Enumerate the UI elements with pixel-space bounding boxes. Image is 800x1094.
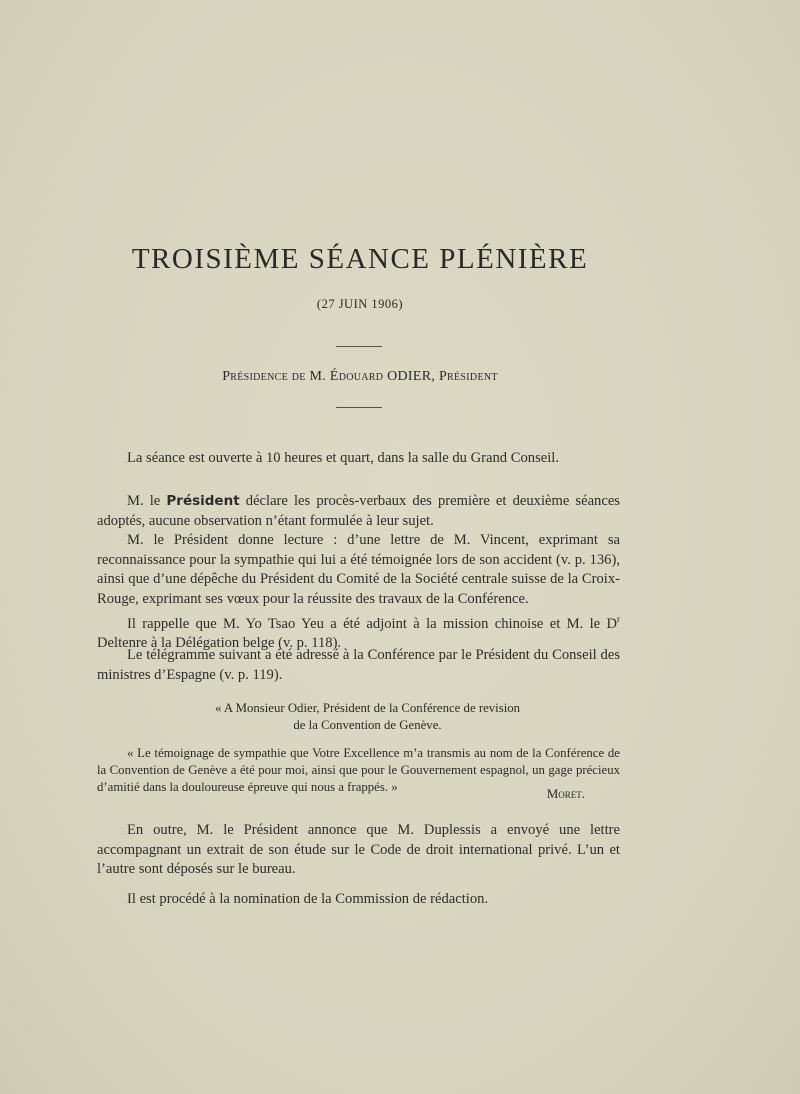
paragraph-minutes	[97, 492, 620, 531]
divider-bottom	[336, 407, 382, 408]
p3-prefix: Il rappelle que M. Yo Tsao Yeu a été adjoint à la mission chinoise et M. le D	[127, 615, 617, 632]
paragraph-block-1	[97, 492, 620, 654]
paragraph-block-2	[97, 646, 620, 685]
telegram-address-line2: de la Convention de Genève.	[293, 718, 442, 732]
opening-paragraph	[97, 449, 620, 469]
telegram-address	[97, 700, 620, 734]
paragraph-lecture: M. le Président donne lecture : d’une lettre de M. Vincent, exprimant sa reconnaissance pour la sympathie qui lui a été témoignée lors de son accident (v. p. 136), ainsi que d’une dépêche du Président du Comité de la Société centrale suisse de la Croix-Rouge, exprimant ses vœux pour la réussite des travaux de la Conférence.	[97, 532, 620, 607]
p1-prefix: M. le	[127, 493, 167, 509]
paragraph-duplessis: En outre, M. le Président annonce que M. Duplessis a envoyé une lettre accompagnant un extrait de son étude sur le Code de droit international privé. L’un et l’autre sont déposés sur le bureau.	[97, 822, 620, 878]
telegram-text: « Le témoignage de sympathie que Votre Excellence m’a transmis au nom de la Conférence de la Convention de Genève a été pour moi, ainsi que pour le Gouvernement espagnol, un gage précieux d’amitié dans la douloureuse épreuve qui nous a frappés. »	[97, 746, 620, 794]
p3-rest: Deltenre à la Délégation belge (v. p. 118).	[97, 635, 342, 652]
session-date: (27 JUIN 1906)	[316, 297, 404, 311]
paragraph-opening: La séance est ouverte à 10 heures et quart, dans la salle du Grand Conseil.	[127, 450, 559, 466]
paragraph-telegram-intro: Le télégramme suivant a été adressé à la Conférence par le Président du Conseil des ministres d’Espagne (v. p. 119).	[97, 647, 620, 683]
p1-rest: déclare les procès-verbaux des première et deuxième séances adoptés, aucune observation n’étant formulée à leur sujet.	[97, 493, 620, 529]
president-bold: Président	[166, 493, 240, 509]
p3-sup: r	[617, 613, 620, 624]
page-title: TROISIÈME SÉANCE PLÉNIÈRE	[131, 243, 589, 275]
telegram-signature: Moret.	[546, 787, 585, 801]
paragraph-block-3	[97, 821, 620, 909]
divider-top	[336, 346, 382, 347]
paragraph-commission: Il est procédé à la nomination de la Commission de rédaction.	[127, 890, 489, 907]
telegram-address-line1: « A Monsieur Odier, Président de la Conférence de revision	[214, 701, 521, 715]
presidence-line: Présidence de M. Édouard ODIER, Président	[222, 369, 498, 384]
